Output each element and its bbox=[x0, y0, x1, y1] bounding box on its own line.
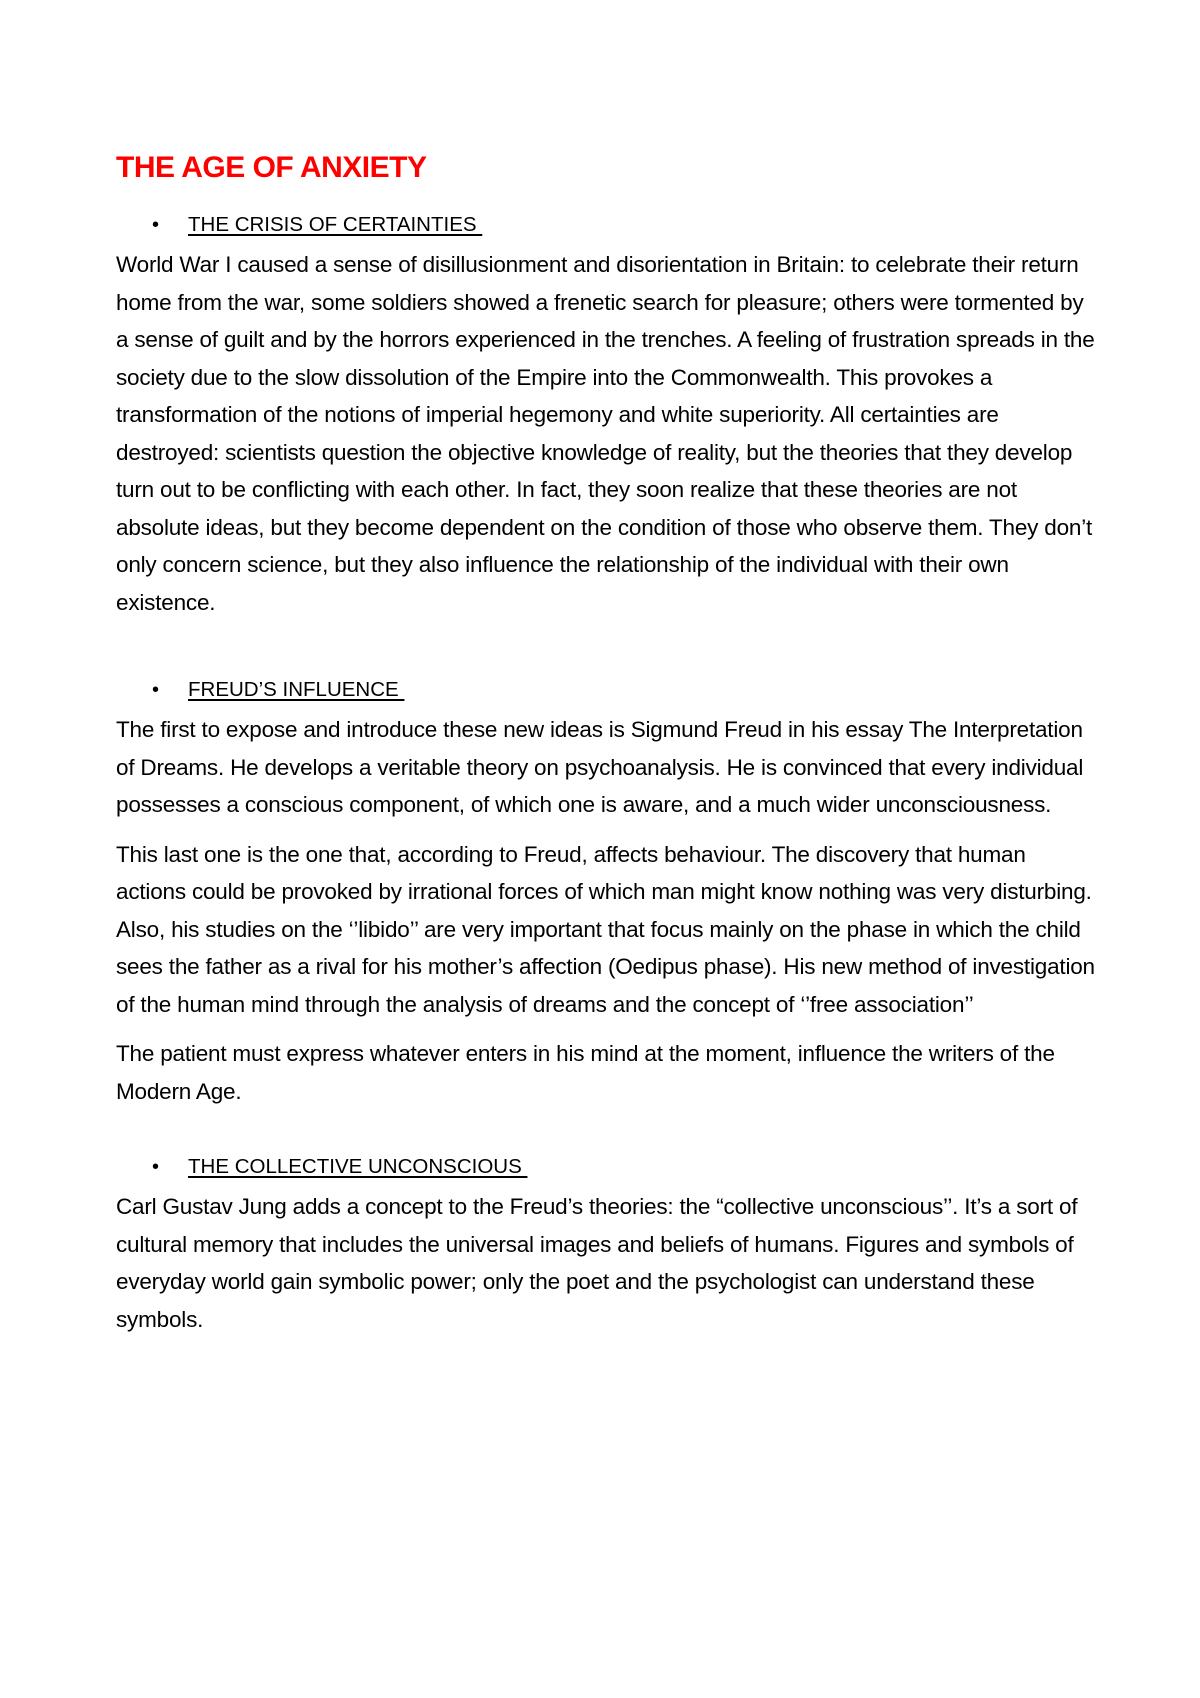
section-crisis-of-certainties bbox=[116, 208, 1096, 621]
document-title: THE AGE OF ANXIETY bbox=[116, 151, 427, 184]
paragraph: The patient must express whatever enters in his mind at the moment, influence the writers of the Modern Age. bbox=[116, 1041, 1055, 1104]
document-page bbox=[116, 148, 1096, 1350]
spacer bbox=[116, 1122, 1096, 1150]
section-freuds-influence bbox=[116, 673, 1096, 1110]
section-collective-unconscious bbox=[116, 1150, 1096, 1338]
section-heading bbox=[116, 673, 1096, 707]
spacer bbox=[116, 633, 1096, 673]
bullet-icon: • bbox=[152, 1156, 160, 1178]
section-heading-text: THE COLLECTIVE UNCONSCIOUS bbox=[188, 1155, 528, 1178]
section-heading-text: FREUD’S INFLUENCE bbox=[188, 678, 405, 701]
paragraph: The first to expose and introduce these new ideas is Sigmund Freud in his essay The Interpretation of Dreams. He develops a veritable theory on psychoanalysis. He is convinced that every individual possesses a conscious component, of which one is aware, and a much wider unconsciousness. bbox=[116, 717, 1084, 817]
paragraph: Carl Gustav Jung adds a concept to the Freud’s theories: the “collective unconscious’’. It’s a sort of cultural memory that includes the universal images and beliefs of humans. Figures and symbols of everyday world gain symbolic power; only the poet and the psychologist can understand these symbols. bbox=[116, 1194, 1078, 1332]
paragraph: World War I caused a sense of disillusionment and disorientation in Britain: to celebrate their return home from the war, some soldiers showed a frenetic search for pleasure; others were tormented by a sense of guilt and by the horrors experienced in the trenches. A feeling of frustration spreads in the society due to the slow dissolution of the Empire into the Commonwealth. This provokes a transformation of the notions of imperial hegemony and white superiority. All certainties are destroyed: scientists question the objective knowledge of reality, but the theories that they develop turn out to be conflicting with each other. In fact, they soon realize that these theories are not absolute ideas, but they become dependent on the condition of those who observe them. They don’t only concern science, but they also influence the relationship of the individual with their own existence. bbox=[116, 252, 1095, 615]
bullet-icon: • bbox=[152, 214, 160, 236]
paragraph: This last one is the one that, according to Freud, affects behaviour. The discovery that human actions could be provoked by irrational forces of which man might know nothing was very disturbing. Also, his studies on the ‘’libido’’ are very important that focus mainly on the phase in which the child sees the father as a rival for his mother’s affection (Oedipus phase). His new method of investigation of the human mind through the analysis of dreams and the concept of ‘’free association’’ bbox=[116, 841, 1095, 1017]
section-heading bbox=[116, 208, 1096, 242]
section-heading-text: THE CRISIS OF CERTAINTIES bbox=[188, 213, 483, 236]
section-heading bbox=[116, 1150, 1096, 1184]
bullet-icon: • bbox=[152, 679, 160, 701]
